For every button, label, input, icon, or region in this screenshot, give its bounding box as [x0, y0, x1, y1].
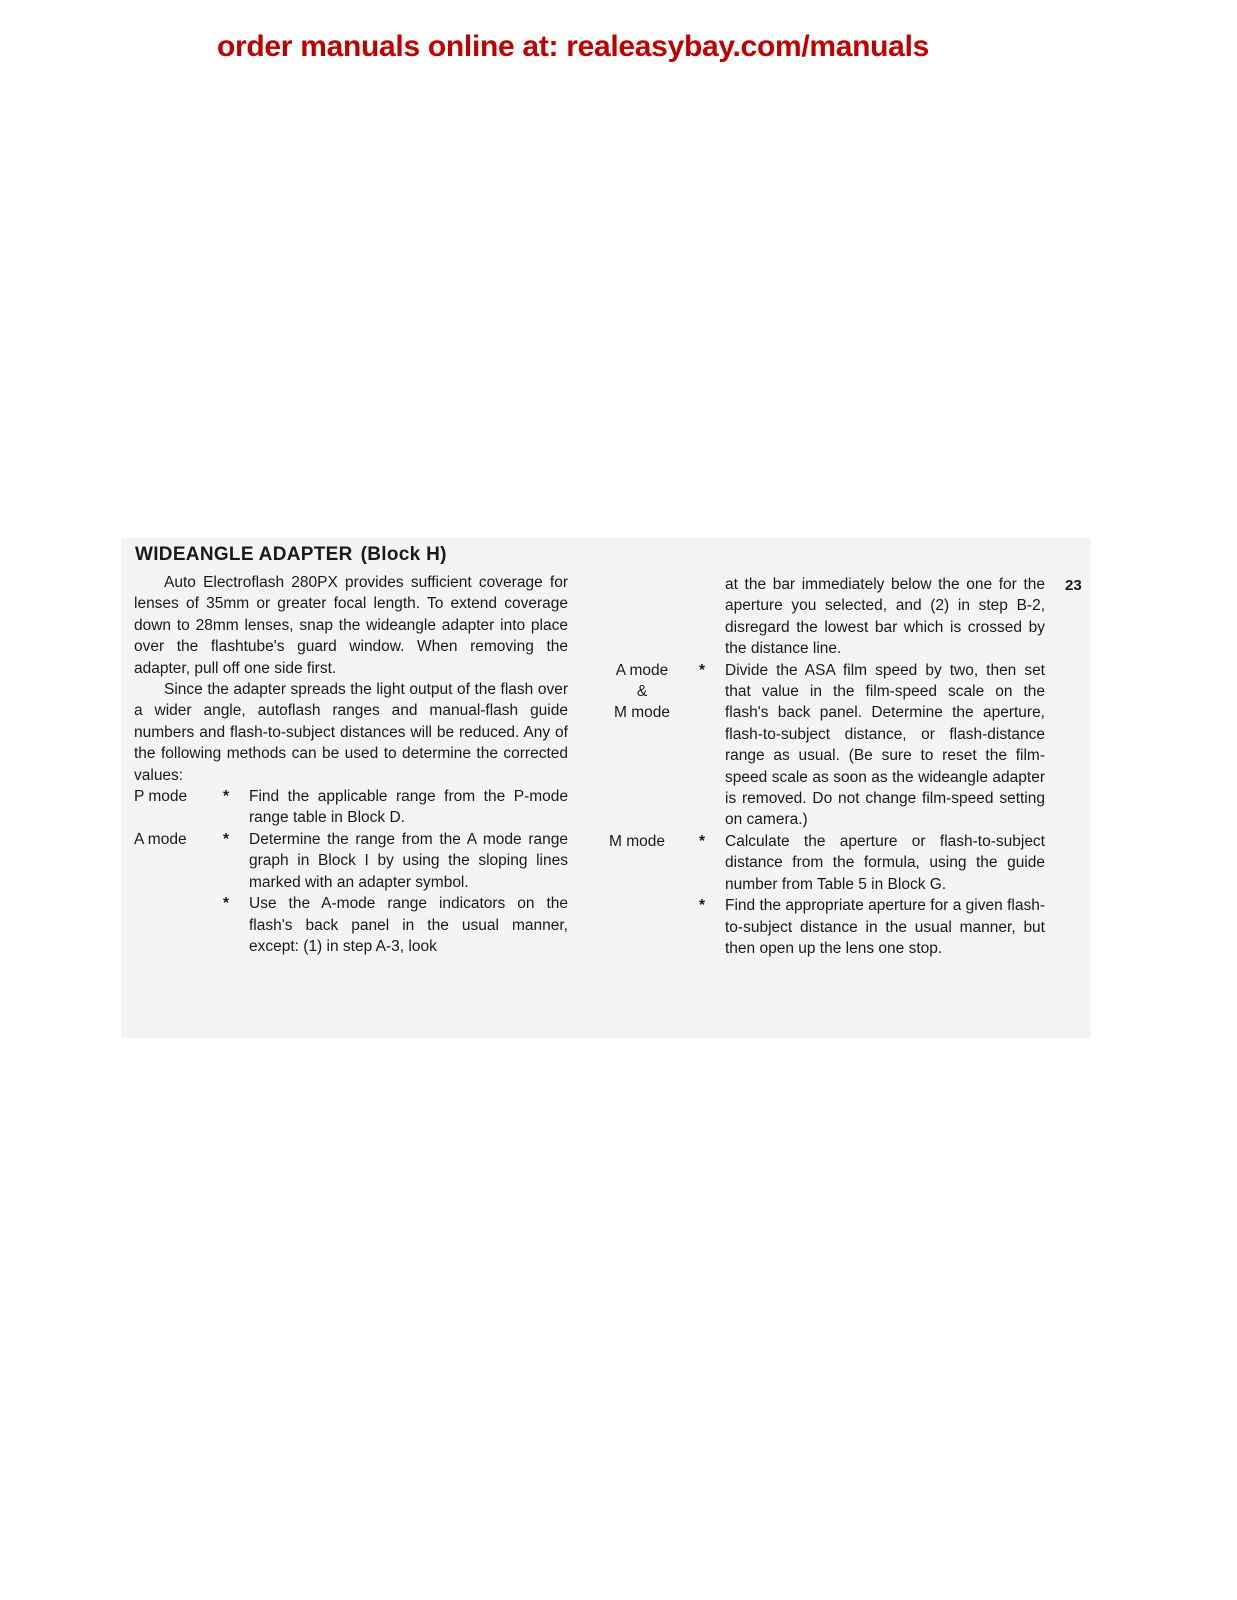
bullet-icon: *: [223, 788, 230, 806]
intro-paragraph: Auto Electroflash 280PX provides sufficient coverage for lenses of 35mm or greater focal length. To extend coverage down to 28mm lenses, snap the wideangle adapter into place over the flashtube's guard window. When removing the adapter, pull off one side first.: [134, 574, 568, 677]
ampersand-label: &: [636, 683, 648, 701]
continuation-entry: [609, 574, 1045, 660]
continuation-text: at the bar immediately below the one for the aperture you selected, and (2) in step B-2, disregard the lowest bar which is crossed by the distance line.: [725, 576, 1045, 658]
heading-block-ref: (Block H): [360, 544, 447, 565]
m-mode-entry: [609, 831, 1045, 895]
m-mode-text: Calculate the aperture or flash-to-subject distance from the formula, using the guide number from Table 5 in Block G.: [725, 832, 1045, 893]
p-mode-text: Find the applicable range from the P-mode range table in Block D.: [249, 788, 568, 827]
a-mode-label: A mode: [615, 661, 669, 679]
bullet-icon: *: [699, 897, 706, 915]
m-mode-aperture-text: Find the appropriate aperture for a given flash-to-subject distance in the usual manner, but then open up the lens one stop.: [725, 897, 1045, 957]
m-mode-aperture-entry: [609, 895, 1045, 959]
page-number: 23: [1065, 577, 1082, 594]
a-and-m-mode-entry: [609, 660, 1045, 831]
bullet-icon: *: [699, 832, 706, 850]
m-mode-label: M mode: [609, 832, 665, 850]
a-mode-entry: [134, 829, 568, 893]
section-heading: [135, 544, 447, 566]
m-mode-label: M mode: [614, 704, 670, 722]
a-mode-label: A mode: [134, 830, 187, 848]
right-column: [609, 574, 1045, 959]
bullet-icon: *: [223, 830, 230, 848]
order-manuals-banner: order manuals online at: realeasybay.com/manuals: [217, 30, 929, 63]
p-mode-label: P mode: [134, 788, 188, 806]
a-mode-text: Determine the range from the A mode range graph in Block I by using the sloping lines marked with an adapter symbol.: [249, 830, 568, 891]
corrected-values-paragraph: Since the adapter spreads the light output of the flash over a wider angle, autoflash ranges and manual-flash guide numbers and flash-to-subject distances will be reduced. Any of the following methods can be used to determine the corrected values:: [134, 681, 568, 784]
a-mode-indicator-text: Use the A-mode range indicators on the flash's back panel in the usual manner, except: (1) in step A-3, look: [249, 895, 568, 955]
bullet-icon: *: [223, 895, 230, 913]
left-column: [134, 572, 568, 957]
a-and-m-mode-text: Divide the ASA film speed by two, then set that value in the film-speed scale on the flash's back panel. Determine the aperture, flash-to-subject distance, or flash-distance range as usual. (Be sure to reset the film-speed scale as soon as the wideangle adapter is removed. Do not change film-speed setting on camera.): [725, 661, 1045, 829]
p-mode-entry: [134, 786, 568, 829]
a-and-m-mode-label: [609, 660, 675, 724]
bullet-icon: *: [699, 661, 706, 679]
a-mode-indicator-entry: [134, 893, 568, 957]
heading-title: WIDEANGLE ADAPTER: [135, 544, 353, 565]
